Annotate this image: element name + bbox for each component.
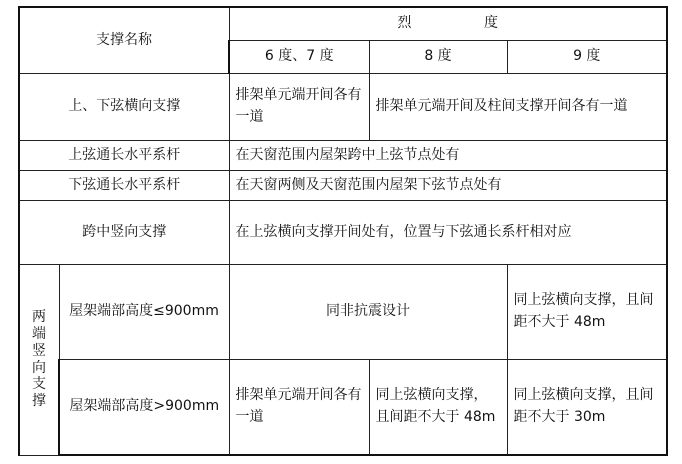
table-row-5	[19, 264, 667, 359]
bracing-spec-table	[18, 6, 668, 456]
table-row-3	[19, 171, 667, 201]
group-label-vertical	[19, 264, 59, 455]
row3-value: 在天窗两侧及天窗范围内屋架下弦节点处有	[229, 171, 667, 201]
row6-value-67: 排架单元端开间各有一道	[229, 360, 369, 455]
header-col-9: 9 度	[507, 40, 667, 73]
group-label-char: 端	[32, 325, 46, 342]
header-row-1	[19, 7, 667, 40]
row2-name: 上弦通长水平系杆	[19, 141, 229, 171]
group-label-char: 竖	[32, 342, 46, 359]
header-col-8: 8 度	[369, 40, 507, 73]
group-label-char: 两	[32, 309, 46, 326]
header-intensity-cell	[229, 7, 667, 40]
row4-name: 跨中竖向支撑	[19, 201, 229, 264]
table-row-1	[19, 73, 667, 140]
group-label-char: 向	[32, 359, 46, 376]
row5-value-9: 同上弦横向支撑，且间距不大于 48m	[507, 264, 667, 359]
row4-value: 在上弦横向支撑开间处有，位置与下弦通长系杆相对应	[229, 201, 667, 264]
row3-name: 下弦通长水平系杆	[19, 171, 229, 201]
row1-value-89: 排架单元端开间及柱间支撑开间各有一道	[369, 73, 667, 140]
table-row-6	[19, 360, 667, 455]
row6-value-8: 同上弦横向支撑，且间距不大于 48m	[369, 360, 507, 455]
header-intensity-label: 烈 度	[397, 14, 532, 31]
group-label-char: 支	[32, 376, 46, 393]
row5-value-678: 同非抗震设计	[229, 264, 507, 359]
header-col-67: 6 度、7 度	[229, 40, 369, 73]
table-row-2	[19, 141, 667, 171]
group-label-char: 撑	[32, 393, 46, 410]
row6-name: 屋架端部高度>900mm	[59, 360, 229, 455]
table-row-4	[19, 201, 667, 264]
row1-name: 上、下弦横向支撑	[19, 73, 229, 140]
row2-value: 在天窗范围内屋架跨中上弦节点处有	[229, 141, 667, 171]
row1-value-67: 排架单元端开间各有一道	[229, 73, 369, 140]
row5-name: 屋架端部高度≤900mm	[59, 264, 229, 359]
row6-value-9: 同上弦横向支撑，且间距不大于 30m	[507, 360, 667, 455]
header-name-cell: 支撑名称	[19, 7, 229, 73]
